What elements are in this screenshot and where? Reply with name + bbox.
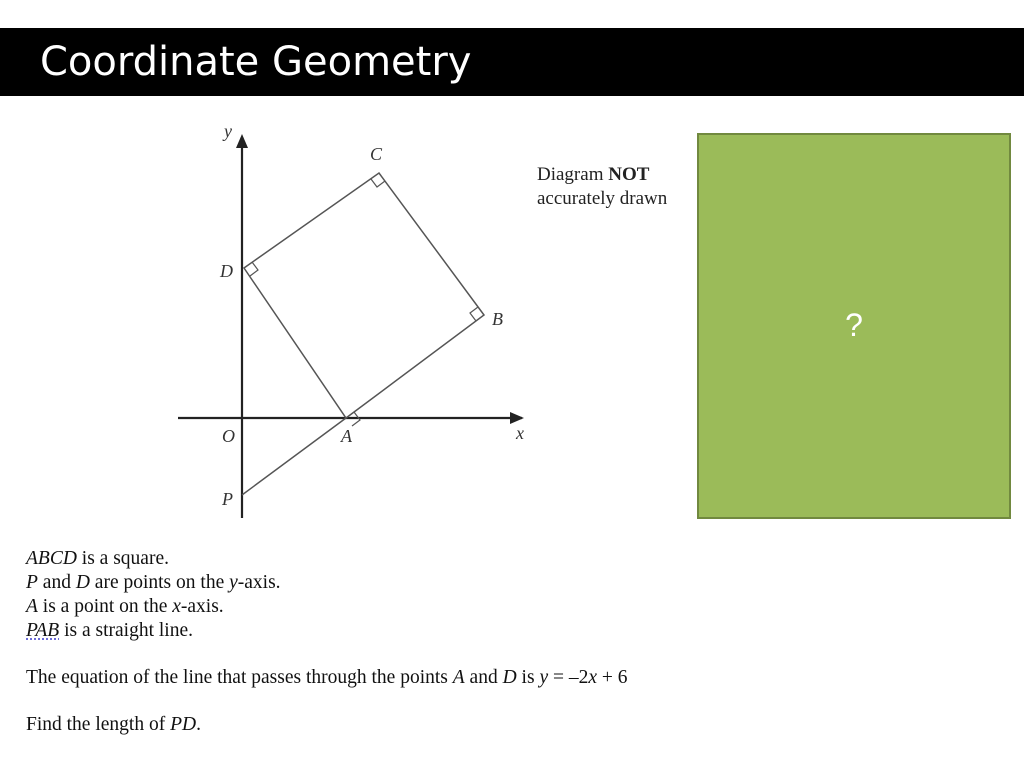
text-p: P [26,572,38,593]
label-origin: O [222,426,235,446]
text-span: Find the length of [26,714,171,735]
question-mark: ? [845,307,863,343]
text-span: . [196,714,201,735]
text-span: and [37,572,76,593]
text-a: A [26,596,38,617]
diagram-note [537,163,667,211]
note-prefix: Diagram [537,164,609,185]
geometry-diagram [160,115,540,525]
text-d: D [75,572,90,593]
note-bold: NOT [608,164,650,185]
text-span: is [516,667,540,688]
label-a: A [341,426,352,446]
label-d: D [220,261,233,281]
square-abcd [244,173,484,418]
text-span: is a straight line. [59,620,194,641]
text-x: x [588,667,597,688]
right-angle-b [470,307,478,321]
text-d: D [502,667,517,688]
text-span: and [464,667,503,688]
y-axis-arrow-icon [236,134,248,148]
problem-line-1 [26,548,169,570]
text-abcd: ABCD [26,548,77,569]
label-c: C [370,144,383,164]
answer-box[interactable] [697,133,1011,519]
text-span: is a point on the [37,596,173,617]
label-y-axis: y [224,121,232,141]
text-span: = –2 [548,667,589,688]
text-span: -axis. [180,596,224,617]
label-b: B [492,309,503,329]
right-angle-d [250,262,258,276]
text-span: -axis. [237,572,281,593]
problem-line-5 [26,667,628,689]
problem-line-6 [26,714,201,736]
text-span: + 6 [597,667,628,688]
text-span: is a square. [76,548,169,569]
text-span: are points on the [89,572,230,593]
text-pab: PAB [26,620,60,641]
right-angle-c [371,179,385,187]
text-span: The equation of the line that passes through the points [26,667,453,688]
problem-line-3 [26,596,224,618]
note-line2: accurately drawn [537,188,668,209]
text-x: x [172,596,181,617]
text-pd: PD [170,714,197,735]
title-bar [0,28,1024,96]
problem-line-2 [26,572,281,594]
label-p: P [222,489,233,509]
text-a: A [452,667,465,688]
text-y: y [229,572,238,593]
line-pa [242,418,346,495]
problem-line-4 [26,620,193,642]
text-y: y [539,667,549,688]
slide-title: Coordinate Geometry [40,39,472,85]
label-x-axis: x [516,423,524,443]
